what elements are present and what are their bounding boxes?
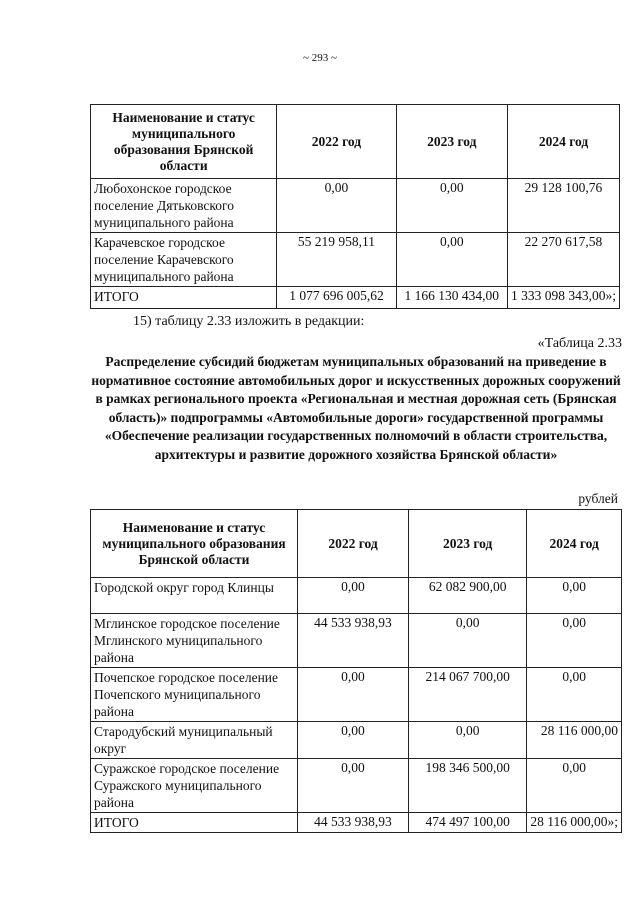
municipality-name: Мглинское городское поселение Мглинского муниципального района: [91, 614, 298, 668]
subsidy-table-2-33: [90, 509, 622, 833]
col-header-2022: 2022 год: [277, 105, 396, 179]
subsidy-table-previous: [90, 104, 620, 309]
col-header-2023: 2023 год: [408, 510, 526, 578]
total-2022: 44 533 938,93: [298, 813, 409, 833]
total-label: ИТОГО: [91, 287, 277, 309]
value-2023: 0,00: [408, 722, 526, 759]
value-2022: 0,00: [298, 578, 409, 614]
table-row: [91, 578, 622, 614]
total-2022: 1 077 696 005,62: [277, 287, 396, 309]
municipality-name: Карачевское городское поселение Карачевского муниципального района: [91, 233, 277, 287]
table-row: [91, 233, 620, 287]
col-header-2022: 2022 год: [298, 510, 409, 578]
value-2024: 28 116 000,00: [527, 722, 622, 759]
value-2023: 214 067 700,00: [408, 668, 526, 722]
table-number: «Таблица 2.33: [537, 336, 622, 351]
value-2022: 55 219 958,11: [277, 233, 396, 287]
value-2022: 0,00: [277, 179, 396, 233]
table-row: [91, 722, 622, 759]
total-2023: 1 166 130 434,00: [396, 287, 507, 309]
value-2022: 0,00: [298, 759, 409, 813]
value-2024: 0,00: [527, 668, 622, 722]
col-header-2024: 2024 год: [507, 105, 619, 179]
value-2023: 62 082 900,00: [408, 578, 526, 614]
col-header-municipality: Наименование и статус муниципального образования Брянской области: [91, 105, 277, 179]
units-label: рублей: [578, 491, 618, 506]
municipality-name: Любохонское городское поселение Дятьковского муниципального района: [91, 179, 277, 233]
total-2024: 1 333 098 343,00»;: [507, 287, 619, 309]
total-label: ИТОГО: [91, 813, 298, 833]
value-2022: 0,00: [298, 722, 409, 759]
amendment-instruction: 15) таблицу 2.33 изложить в редакции:: [133, 314, 365, 329]
value-2024: 0,00: [527, 578, 622, 614]
value-2024: 29 128 100,76: [507, 179, 619, 233]
col-header-2023: 2023 год: [396, 105, 507, 179]
col-header-municipality: Наименование и статус муниципального образования Брянской области: [91, 510, 298, 578]
municipality-name: Почепское городское поселение Почепского муниципального района: [91, 668, 298, 722]
total-2024: 28 116 000,00»;: [527, 813, 622, 833]
value-2023: 0,00: [408, 614, 526, 668]
value-2023: 198 346 500,00: [408, 759, 526, 813]
value-2022: 0,00: [298, 668, 409, 722]
value-2024: 22 270 617,58: [507, 233, 619, 287]
value-2024: 0,00: [527, 759, 622, 813]
table-row: [91, 668, 622, 722]
table-heading: Распределение субсидий бюджетам муниципальных образований на приведение в нормативное состояние автомобильных дорог и искусственных дорожных сооружений в рамках регионального проекта «Региональная и местная дорожная сеть (Брянская область)» подпрограммы «Автомобильные дороги» государственной программы «Обеспечение реализации государственных полномочий в области строительства, архитектуры и развитие дорожного хозяйства Брянской области»: [91, 354, 621, 462]
municipality-name: Городской округ город Клинцы: [91, 578, 298, 614]
table-row: [91, 614, 622, 668]
value-2024: 0,00: [527, 614, 622, 668]
col-header-2024: 2024 год: [527, 510, 622, 578]
municipality-name: Суражское городское поселение Суражского муниципального района: [91, 759, 298, 813]
total-row: [91, 813, 622, 833]
total-row: [91, 287, 620, 309]
value-2022: 44 533 938,93: [298, 614, 409, 668]
table-row: [91, 759, 622, 813]
municipality-name: Стародубский муниципальный округ: [91, 722, 298, 759]
page-number: ~ 293 ~: [303, 52, 337, 64]
value-2023: 0,00: [396, 179, 507, 233]
table-row: [91, 179, 620, 233]
value-2023: 0,00: [396, 233, 507, 287]
total-2023: 474 497 100,00: [408, 813, 526, 833]
